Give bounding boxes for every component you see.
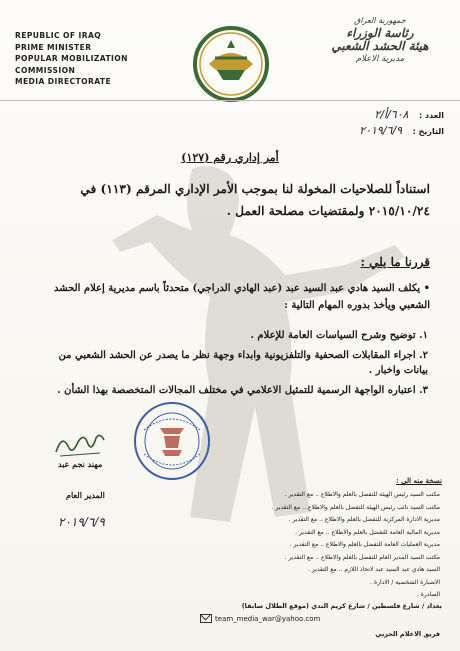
official-seal-stamp: [132, 400, 212, 482]
list-item: مديرية العمليات العامة للتفضل بالعلم والاطلاع .. مع التقدير .: [289, 541, 440, 548]
list-item: ٣. اعتباره الواجهة الرسمية للتمثيل الاعلامي في مختلف المجالات المتخصصة بهذا الشأن .: [57, 384, 428, 396]
signature-date: ٢٠١٩/٦/٩: [58, 515, 105, 529]
letterhead-line: POPULAR MOBILIZATION: [15, 54, 128, 63]
list-item: ١. توضيح وشرح السياسات العامة للإعلام .: [250, 330, 428, 341]
letterhead-line: جمهورية العراق: [354, 16, 406, 25]
list-item: مديرية الادارة المركزية للتفضل بالعلم والاطلاع .. مع التقدير .: [288, 516, 440, 523]
footer-email: team_media_war@yahoo.com: [215, 614, 321, 623]
intro-paragraph: استناداً للصلاحيات المخولة لنا بموجب الأمر الإداري المرقم (١١٣) في ٢٠١٥/١٠/٢٤ ولمقتضيات مصلحة العمل .: [80, 182, 430, 218]
copies-list: [210, 489, 440, 602]
list-item: السيد هادي عبد السيد عبد لاتخاذ اللازم .. مع التقدير .: [308, 566, 440, 573]
popular-mobilization-logo: [187, 24, 275, 106]
list-item: مكتب السيد رئيس الهيئة للتفضل بالعلم والاطلاع .. مع التقدير .: [284, 491, 440, 498]
header-divider: [0, 100, 460, 101]
tasks-list: [50, 328, 428, 402]
decision-paragraph: • يكلف السيد هادي عبد السيد عبد (عبد الهادي الدراجي) متحدثاً باسم مديرية إعلام الحشد الشعبي ويأخذ بدوره المهام التالية :: [53, 283, 430, 311]
footer-team: فريق الاعلام الحربي: [375, 630, 440, 638]
decided-heading: قررنا ما يلي :: [360, 255, 430, 269]
copies-heading: نسخة منه الى :: [396, 476, 442, 485]
letterhead-line: مديرية الاعلام: [355, 54, 405, 64]
letterhead-line: MEDIA DIRECTORATE: [15, 77, 112, 86]
letterhead-line: PRIME MINISTER: [15, 42, 92, 52]
envelope-icon: [200, 614, 212, 623]
list-item: ٢. اجراء المقابلات الصحفية والتلفزيونية وابداء وجهة نظر ما يصدر عن الحشد الشعبي من بيانات واخبار .: [58, 349, 428, 376]
reference-number: [374, 108, 444, 121]
footer-address: بغداد / شارع فلسطين / شارع كريم الندي (موقع الطلال سابقا): [241, 602, 442, 610]
list-item: الصادرة .: [416, 591, 440, 598]
list-item: الاضبارة الشخصية / الادارة .: [370, 578, 440, 586]
handwritten-signature: [52, 430, 108, 460]
letterhead-line: REPUBLIC OF IRAQ: [15, 31, 102, 40]
number-value: ٦٠٨/أ/٢: [374, 108, 409, 121]
document-date: [359, 124, 444, 137]
footer-email-row: [200, 614, 320, 623]
letterhead-line: هيئة الحشد الشعبي: [331, 39, 429, 53]
arabic-letterhead: [320, 14, 440, 66]
english-letterhead: [15, 30, 128, 88]
footer: [0, 600, 460, 651]
number-label: العدد :: [419, 111, 444, 120]
date-value: ٢٠١٩/٦/٩: [359, 124, 403, 137]
letterhead-line: رئاسة الوزراء: [346, 26, 414, 40]
list-item: مكتب السيد المدير العام للتفضل بالعلم والاطلاع .. مع التقدير .: [284, 553, 440, 561]
order-title: أمر إداري رقم (١٢٧): [181, 151, 279, 164]
signatory-name: مهند نجم عبد: [58, 459, 103, 469]
signatory-role: المدير العام: [66, 490, 105, 500]
list-item: مديرية المالية العامة للتفضل بالعلم والاطلاع .. مع التقدير .: [295, 528, 440, 536]
date-label: التاريخ :: [412, 127, 444, 136]
letterhead-line: COMMISSION: [15, 65, 76, 75]
list-item: مكتب السيد نائب رئيس الهيئة للتفضل بالعلم والاطلاع .. مع التقدير .: [271, 503, 440, 511]
